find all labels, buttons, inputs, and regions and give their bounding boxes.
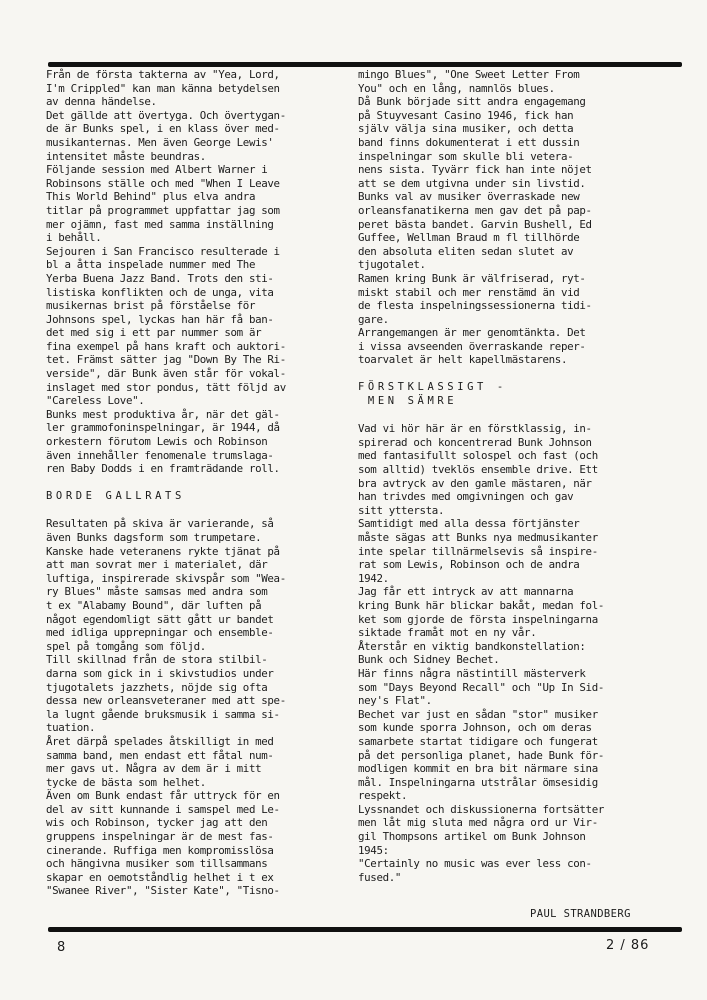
text-line: musikernas brist på förståelse för xyxy=(46,299,256,313)
text-line: inslaget med stor pondus, tätt följd av xyxy=(46,380,286,394)
text-line: de flesta inspelningssessionerna tidi- xyxy=(358,299,592,313)
text-line: Sejouren i San Francisco resulterade i xyxy=(46,244,280,258)
text-line: Kanske hade veteranens rykte tjänat på xyxy=(46,544,280,558)
text-line: det med sig i ett par nummer som är xyxy=(46,326,262,340)
text-line: wis och Robinson, tycker jag att den xyxy=(46,816,268,830)
text-line: Bunks mest produktiva år, när det gäl- xyxy=(46,407,280,421)
text-line: Återstår en viktig bandkonstellation: xyxy=(358,639,586,653)
text-line: att man sovrat mer i materialet, där xyxy=(46,558,268,572)
text-line: gare. xyxy=(358,312,389,326)
text-line: Samtidigt med alla dessa förtjänster xyxy=(358,517,580,531)
text-line: siktade framåt mot en ny vår. xyxy=(358,626,537,640)
text-line: den absoluta eliten sedan slutet av xyxy=(358,244,574,258)
section-heading: FÖRSTKLASSIGT - xyxy=(358,381,507,394)
text-line: att se dem utgivna under sin livstid. xyxy=(358,176,586,190)
text-line: intensitet måste beundras. xyxy=(46,149,206,163)
text-line: del av sitt kunnande i samspel med Le- xyxy=(46,802,280,816)
text-line: "Swanee River", "Sister Kate", "Tisno- xyxy=(46,884,280,898)
issue-number: 2 / 86 xyxy=(606,938,650,953)
text-line: Det gällde att övertyga. Och övertygan- xyxy=(46,108,286,122)
text-line: cinerande. Ruffiga men kompromisslösa xyxy=(46,843,274,857)
text-line: spirerad och koncentrerad Bunk Johnson xyxy=(358,435,592,449)
text-line: ney's Flat". xyxy=(358,694,432,708)
text-line: inspelningar som skulle bli vetera- xyxy=(358,149,574,163)
text-line: miskt stabil och mer renstämd än vid xyxy=(358,285,580,299)
text-line: mer gavs ut. Några av dem är i mitt xyxy=(46,762,262,776)
text-line: tjugotalets jazzhets, nöjde sig ofta xyxy=(46,680,268,694)
text-line: orleansfanatikerna men gav det på pap- xyxy=(358,203,592,217)
text-line: tycke de bästa som helhet. xyxy=(46,775,206,789)
text-line: Vad vi hör här är en förstklassig, in- xyxy=(358,422,592,436)
text-line: skapar en oemotståndlig helhet i t ex xyxy=(46,870,274,884)
text-line: Året därpå spelades åtskilligt in med xyxy=(46,734,274,748)
text-line: bra avtryck av den gamle mästaren, när xyxy=(358,476,592,490)
text-line: i behåll. xyxy=(46,231,102,245)
blank-line xyxy=(46,476,354,490)
text-line: bl a åtta inspelade nummer med The xyxy=(46,258,256,272)
text-line: listiska konflikten och de unga, vita xyxy=(46,285,274,299)
text-line: ry Blues" måste samsas med andra som xyxy=(46,585,268,599)
text-line: gruppens inspelningar är de mest fas- xyxy=(46,830,274,844)
text-line: luftiga, inspirerade skivspår som "Wea- xyxy=(46,571,286,585)
text-line: Resultaten på skiva är varierande, så xyxy=(46,517,274,531)
text-line: och hängivna musiker som tillsammans xyxy=(46,857,268,871)
text-line: även innehåller fenomenale trumslaga- xyxy=(46,448,274,462)
text-line: han trivdes med omgivningen och gav xyxy=(358,490,574,504)
text-line: Arrangemangen är mer genomtänkta. Det xyxy=(358,326,586,340)
text-line: "Certainly no music was ever less con- xyxy=(358,857,592,871)
text-line: darna som gick in i skivstudios under xyxy=(46,666,274,680)
text-line: la lugnt gående bruksmusik i samma si- xyxy=(46,707,280,721)
text-line: i vissa avseenden överraskande reper- xyxy=(358,339,586,353)
text-line: Lyssnandet och diskussionerna fortsätter xyxy=(358,802,605,816)
text-line: samma band, men endast ett fåtal num- xyxy=(46,748,274,762)
text-line: rat som Lewis, Robinson och de andra xyxy=(358,558,580,572)
page-number: 8 xyxy=(57,940,66,955)
text-line: Ramen kring Bunk är välfriserad, ryt- xyxy=(358,271,586,285)
text-line: Robinsons ställe och med "When I Leave xyxy=(46,176,280,190)
text-line: Följande session med Albert Warner i xyxy=(46,163,268,177)
text-line: musikanternas. Men även George Lewis' xyxy=(46,135,274,149)
text-line: ren Baby Dodds i en framträdande roll. xyxy=(46,462,280,476)
text-line: tjugotalet. xyxy=(358,258,426,272)
text-line: This World Behind" plus elva andra xyxy=(46,190,256,204)
text-line: sitt yttersta. xyxy=(358,503,445,517)
text-line: Då Bunk började sitt andra engagemang xyxy=(358,95,586,109)
section-heading: MEN SÄMRE xyxy=(358,394,458,407)
text-line: dessa new orleansveteraner med att spe- xyxy=(46,694,286,708)
text-line: Även om Bunk endast får uttryck för en xyxy=(46,789,280,803)
text-line: Från de första takterna av "Yea, Lord, xyxy=(46,68,280,81)
text-line: de är Bunks spel, i en klass över med- xyxy=(46,122,280,136)
text-line: fused." xyxy=(358,870,402,884)
text-line: tuation. xyxy=(46,721,96,735)
text-line: t ex "Alabamy Bound", där luften på xyxy=(46,598,262,612)
text-line: spel på tomgång som följd. xyxy=(46,639,206,653)
text-line: respekt. xyxy=(358,789,408,803)
text-line: nens sista. Tyvärr fick han inte nöjet xyxy=(358,163,592,177)
text-line: ler grammofoninspelningar, är 1944, då xyxy=(46,421,280,435)
text-line: tet. Främst sätter jag "Down By The Ri- xyxy=(46,353,286,367)
text-line: inte spelar tillnärmelsevis så inspire- xyxy=(358,544,598,558)
text-line: som "Days Beyond Recall" och "Up In Sid- xyxy=(358,680,605,694)
text-line: mer ojämn, fast med samma inställning xyxy=(46,217,274,231)
text-line: 1945: xyxy=(358,843,389,857)
text-line: peret bästa bandet. Garvin Bushell, Ed xyxy=(358,217,592,231)
text-line: mål. Inspelningarna utstrålar ömsesidig xyxy=(358,775,598,789)
text-line: modligen kommit en bra bit närmare sina xyxy=(358,762,598,776)
text-line: samarbete startat tidigare och fungerat xyxy=(358,734,598,748)
text-line: titlar på programmet uppfattar jag som xyxy=(46,203,280,217)
text-line: med fantasifullt solospel och fast (och xyxy=(358,449,598,463)
text-line: Yerba Buena Jazz Band. Trots den sti- xyxy=(46,271,274,285)
text-line: verside", där Bunk även står för vokal- xyxy=(46,367,286,381)
text-line: men låt mig sluta med några ord ur Vir- xyxy=(358,816,598,830)
text-line: Jag får ett intryck av att mannarna xyxy=(358,585,574,599)
text-line: Bunk och Sidney Bechet. xyxy=(358,653,500,667)
bottom-rule xyxy=(48,927,682,932)
text-line: Här finns några nästintill mästerverk xyxy=(358,666,586,680)
text-line: "Careless Love". xyxy=(46,394,145,408)
text-line: fina exempel på hans kraft och auktori- xyxy=(46,339,286,353)
text-line: själv välja sina musiker, och detta xyxy=(358,122,574,136)
text-line: mingo Blues", "One Sweet Letter From xyxy=(358,68,580,81)
blank-line xyxy=(358,367,683,381)
text-line: Till skillnad från de stora stilbil- xyxy=(46,653,268,667)
blank-line xyxy=(46,503,354,517)
text-line: även Bunks dagsform som trumpetare. xyxy=(46,531,262,544)
text-line: orkestern förutom Lewis och Robinson xyxy=(46,435,268,449)
top-rule xyxy=(48,62,682,67)
section-heading: BORDE GALLRATS xyxy=(46,489,185,502)
text-line: Johnsons spel, lyckas han här få ban- xyxy=(46,312,274,326)
text-line: Guffee, Wellman Braud m fl tillhörde xyxy=(358,231,580,245)
text-line: gil Thompsons artikel om Bunk Johnson xyxy=(358,830,586,844)
right-column xyxy=(358,68,683,884)
text-line: Bechet var just en sådan "stor" musiker xyxy=(358,707,598,721)
text-line: 1942. xyxy=(358,571,389,585)
text-line: Bunks val av musiker överraskade new xyxy=(358,190,580,204)
left-column xyxy=(46,68,354,898)
text-line: på Stuyvesant Casino 1946, fick han xyxy=(358,108,574,122)
author-signature: PAUL STRANDBERG xyxy=(530,908,631,920)
text-line: kring Bunk här blickar bakåt, medan fol- xyxy=(358,598,605,612)
text-line: av denna händelse. xyxy=(46,95,157,109)
text-line: något egendomligt sätt gått ur bandet xyxy=(46,612,274,626)
text-line: som kunde sporra Johnson, och om deras xyxy=(358,721,592,735)
blank-line xyxy=(358,408,683,422)
text-line: ket som gjorde de första inspelningarna xyxy=(358,612,598,626)
text-line: måste sägas att Bunks nya medmusikanter xyxy=(358,531,598,544)
text-line: toarvalet är helt kapellmästarens. xyxy=(358,353,568,367)
text-line: på det personliga planet, hade Bunk för- xyxy=(358,748,605,762)
text-line: I'm Crippled" kan man känna betydelsen xyxy=(46,81,280,95)
text-line: You" och en lång, namnlös blues. xyxy=(358,81,555,95)
text-line: band finns dokumenterat i ett dussin xyxy=(358,135,580,149)
text-line: med idliga upprepningar och ensemble- xyxy=(46,626,274,640)
text-line: som alltid) tveklös ensemble drive. Ett xyxy=(358,463,598,477)
